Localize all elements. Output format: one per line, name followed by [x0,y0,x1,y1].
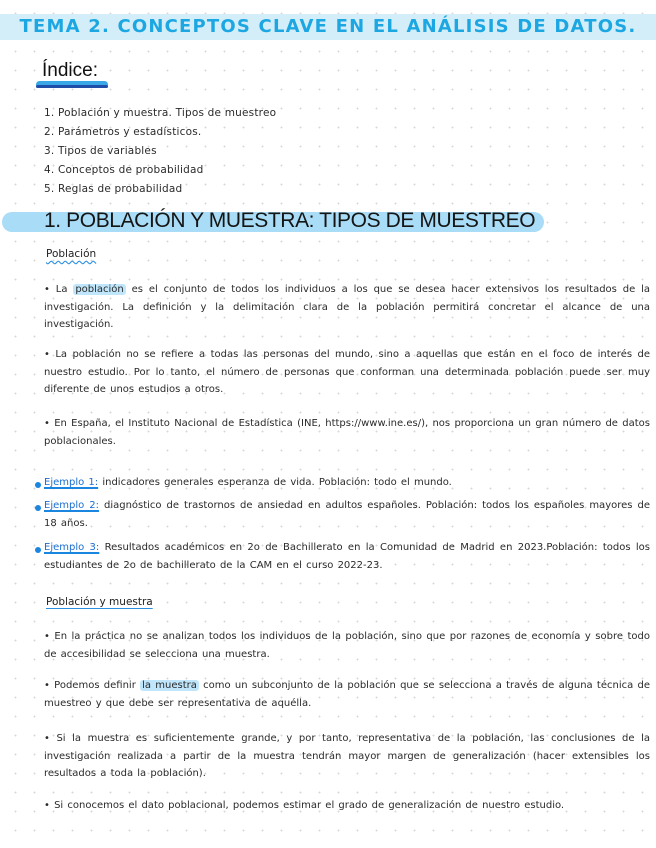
example-label: Ejemplo 2: [44,500,99,511]
highlighted-term: población [75,284,124,295]
example-3 [44,539,650,574]
example-label: Ejemplo 1: [44,477,99,488]
example-text: Resultados académicos en 2o de Bachillerato en la Comunidad de Madrid en 2023.Población: todos los estudiantes de 2o de bachillerato de la CAM en el curso 2022-23. [44,542,650,571]
section-title: 1. POBLACIÓN Y MUESTRA: TIPOS DE MUESTREO [44,209,536,232]
bullet-dot-icon [35,482,41,488]
text: • Podemos definir [44,680,141,691]
muestra-paragraph-2 [44,677,650,712]
muestra-paragraph-4: • Si conocemos el dato poblacional, podemos estimar el grado de generalización de nuestro estudio. [44,800,565,811]
index-item: 1. Población y muestra. Tipos de muestreo [44,107,277,119]
index-item: 3. Tipos de variables [44,145,157,157]
poblacion-heading: Población [46,248,97,260]
index-item: 2. Parámetros y estadísticos. [44,126,202,138]
bullet-dot-icon [35,547,41,553]
text: como un subconjunto de la población que se selecciona a través de alguna técnica de muestreo y que debe ser representativa de aquélla. [44,680,651,709]
index-item: 4. Conceptos de probabilidad [44,164,204,176]
example-text: diagnóstico de trastornos de ansiedad en adultos españoles. Población: todos los españoles mayores de 18 años. [44,500,650,529]
poblacion-paragraph-3: • En España, el Instituto Nacional de Estadística (INE, https://www.ine.es/), nos proporciona un gran número de datos poblacionales. [44,418,650,447]
poblacion-muestra-heading: Población y muestra [46,596,153,608]
index-item: 5. Reglas de probabilidad [44,183,183,195]
poblacion-paragraph-2: • La población no se refiere a todas las personas del mundo, sino a aquellas que están en el foco de interés de nuestro estudio. Por lo tanto, el número de personas que conforman una determinada población puede ser muy diferente de unos estudios a otros. [44,349,650,395]
muestra-paragraph-1: • En la práctica no se analizan todos los individuos de la población, sino que por razones de economía y sobre todo de accesibilidad se selecciona una muestra. [44,631,650,660]
poblacion-paragraph-1 [44,281,650,334]
page-title: TEMA 2. CONCEPTOS CLAVE EN EL ANÁLISIS DE DATOS. [19,16,637,37]
text: es el conjunto de todos los individuos a los que se desea hacer extensivos los resultados de la investigación. La definición y la delimitación clara de la población permitirá concretar el alcance de una investigación. [44,284,650,330]
example-2 [44,497,650,532]
example-1 [44,474,650,492]
highlighted-term: la muestra [142,680,197,691]
text: • La [44,284,74,295]
example-text: indicadores generales esperanza de vida. Población: todo el mundo. [98,477,452,488]
muestra-paragraph-3: • Si la muestra es suficientemente grande, y por tanto, representativa de la población, las conclusiones de la investigación realizada a partir de la muestra tendrán mayor margen de generalización (hacer extensibles los resultados a toda la población). [44,733,650,779]
index-heading: Índice: [40,60,102,84]
example-label: Ejemplo 3: [44,542,100,553]
index-list [44,104,276,199]
bullet-dot-icon [35,505,41,511]
